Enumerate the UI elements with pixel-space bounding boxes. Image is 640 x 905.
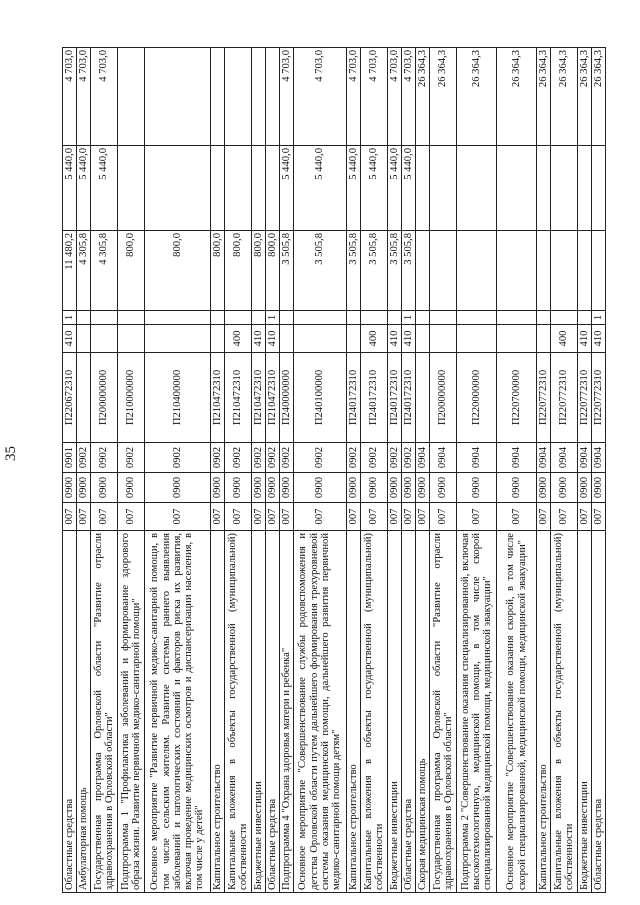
target-article-code: П240172310 (347, 353, 361, 443)
amount-year-3: 26 364,3 (497, 48, 537, 146)
amount-year-1: 800,0 (252, 231, 266, 311)
tab-mark (416, 311, 430, 325)
table-row (91, 48, 118, 893)
amount-year-1: 800,0 (145, 231, 211, 311)
amount-year-1 (551, 231, 578, 311)
target-article-code: П240172310 (361, 353, 388, 443)
amount-year-3: 4 703,0 (402, 48, 416, 146)
target-article-code: П210472310 (225, 353, 252, 443)
section-code: 0900 (457, 473, 497, 503)
amount-year-3 (252, 48, 266, 146)
amount-year-3: 26 364,3 (537, 48, 551, 146)
row-name: Капитальные вложения в объекты государственной (муниципальной) собственности (225, 531, 252, 893)
table-row (347, 48, 361, 893)
tab-mark (77, 311, 91, 325)
target-article-code: П240100000 (294, 353, 347, 443)
target-article-code: П220772310 (537, 353, 551, 443)
ministry-code: 007 (91, 503, 118, 531)
section-code: 0900 (347, 473, 361, 503)
table-row (77, 48, 91, 893)
ministry-code: 007 (145, 503, 211, 531)
subsection-code: 0902 (225, 443, 252, 473)
amount-year-3 (211, 48, 225, 146)
amount-year-2: 5 440,0 (280, 146, 294, 231)
amount-year-2 (430, 146, 457, 231)
amount-year-2 (416, 146, 430, 231)
amount-year-2 (592, 146, 606, 231)
ministry-code: 007 (118, 503, 145, 531)
section-code: 0900 (592, 473, 606, 503)
row-name: Государственная программа Орловской области "Развитие отрасли здравоохранения в Орловской области" (91, 531, 118, 893)
table-row (252, 48, 266, 893)
ministry-code: 007 (211, 503, 225, 531)
expense-type-code (537, 325, 551, 353)
amount-year-2: 5 440,0 (91, 146, 118, 231)
ministry-code: 007 (252, 503, 266, 531)
subsection-code: 0902 (252, 443, 266, 473)
row-name: Подпрограмма 4 "Охрана здоровья матери и ребенка" (280, 531, 294, 893)
table-row (430, 48, 457, 893)
expense-type-code: 410 (63, 325, 77, 353)
amount-year-2 (457, 146, 497, 231)
tab-mark: 1 (592, 311, 606, 325)
budget-table (62, 47, 606, 893)
tab-mark (91, 311, 118, 325)
tab-mark (457, 311, 497, 325)
subsection-code: 0904 (457, 443, 497, 473)
tab-mark (252, 311, 266, 325)
row-name: Капитальные вложения в объекты государственной (муниципальной) собственности (361, 531, 388, 893)
tab-mark (280, 311, 294, 325)
row-name: Амбулаторная помощь (77, 531, 91, 893)
ministry-code: 007 (578, 503, 592, 531)
amount-year-2 (537, 146, 551, 231)
amount-year-3: 4 703,0 (361, 48, 388, 146)
section-code: 0900 (402, 473, 416, 503)
target-article-code: П220772310 (551, 353, 578, 443)
expense-type-code (497, 325, 537, 353)
amount-year-3: 4 703,0 (91, 48, 118, 146)
expense-type-code: 410 (266, 325, 280, 353)
amount-year-2 (578, 146, 592, 231)
amount-year-3: 4 703,0 (280, 48, 294, 146)
section-code: 0900 (145, 473, 211, 503)
amount-year-3: 26 364,3 (457, 48, 497, 146)
target-article-code (77, 353, 91, 443)
table-row (578, 48, 592, 893)
amount-year-1 (457, 231, 497, 311)
table-row (457, 48, 497, 893)
amount-year-1: 3 505,8 (402, 231, 416, 311)
ministry-code: 007 (430, 503, 457, 531)
amount-year-1: 3 505,8 (361, 231, 388, 311)
amount-year-3: 4 703,0 (388, 48, 402, 146)
row-name: Основное мероприятие "Совершенствование оказания скорой, в том числе скорой специализированной, медицинской помощи, медицинской эвакуации" (497, 531, 537, 893)
subsection-code: 0902 (388, 443, 402, 473)
budget-table-frame (62, 48, 604, 893)
expense-type-code: 410 (578, 325, 592, 353)
section-code: 0900 (551, 473, 578, 503)
expense-type-code: 410 (592, 325, 606, 353)
expense-type-code: 400 (225, 325, 252, 353)
expense-type-code: 410 (252, 325, 266, 353)
subsection-code: 0902 (361, 443, 388, 473)
amount-year-3: 26 364,3 (416, 48, 430, 146)
expense-type-code: 400 (551, 325, 578, 353)
table-row (63, 48, 77, 893)
target-article-code: П220672310 (63, 353, 77, 443)
subsection-code: 0902 (402, 443, 416, 473)
expense-type-code (77, 325, 91, 353)
target-article-code: П210000000 (118, 353, 145, 443)
row-name: Государственная программа Орловской области "Развитие отрасли здравоохранения в Орловской области" (430, 531, 457, 893)
expense-type-code: 400 (361, 325, 388, 353)
amount-year-1: 3 505,8 (347, 231, 361, 311)
table-row (266, 48, 280, 893)
amount-year-2 (551, 146, 578, 231)
amount-year-3 (118, 48, 145, 146)
ministry-code: 007 (497, 503, 537, 531)
row-name: Подпрограмма 1 "Профилактика заболеваний и формирование здорового образа жизни. Развитие первичной медико-санитарной помощи" (118, 531, 145, 893)
tab-mark: 1 (63, 311, 77, 325)
expense-type-code (211, 325, 225, 353)
target-article-code: П220000000 (457, 353, 497, 443)
target-article-code: П210472310 (252, 353, 266, 443)
amount-year-2 (118, 146, 145, 231)
subsection-code: 0904 (578, 443, 592, 473)
tab-mark (118, 311, 145, 325)
amount-year-2: 5 440,0 (402, 146, 416, 231)
amount-year-3: 26 364,3 (551, 48, 578, 146)
amount-year-1 (430, 231, 457, 311)
subsection-code: 0902 (77, 443, 91, 473)
amount-year-1 (592, 231, 606, 311)
table-row (211, 48, 225, 893)
amount-year-2 (225, 146, 252, 231)
expense-type-code: 410 (388, 325, 402, 353)
amount-year-3 (225, 48, 252, 146)
section-code: 0900 (63, 473, 77, 503)
subsection-code: 0902 (211, 443, 225, 473)
table-row (280, 48, 294, 893)
amount-year-1: 800,0 (266, 231, 280, 311)
page-number (0, 408, 22, 498)
table-row (294, 48, 347, 893)
expense-type-code: 410 (402, 325, 416, 353)
amount-year-2: 5 440,0 (294, 146, 347, 231)
section-code: 0900 (497, 473, 537, 503)
amount-year-1: 4 305,8 (77, 231, 91, 311)
tab-mark (294, 311, 347, 325)
tab-mark (225, 311, 252, 325)
section-code: 0900 (77, 473, 91, 503)
amount-year-1 (497, 231, 537, 311)
tab-mark (537, 311, 551, 325)
expense-type-code (294, 325, 347, 353)
tab-mark (361, 311, 388, 325)
amount-year-3: 4 703,0 (77, 48, 91, 146)
amount-year-3: 26 364,3 (578, 48, 592, 146)
section-code: 0900 (430, 473, 457, 503)
tab-mark (578, 311, 592, 325)
target-article-code: П200000000 (91, 353, 118, 443)
subsection-code: 0901 (63, 443, 77, 473)
section-code: 0900 (280, 473, 294, 503)
amount-year-1: 3 505,8 (280, 231, 294, 311)
target-article-code (416, 353, 430, 443)
amount-year-1: 3 505,8 (388, 231, 402, 311)
subsection-code: 0902 (118, 443, 145, 473)
tab-mark: 1 (266, 311, 280, 325)
target-article-code: П210400000 (145, 353, 211, 443)
tab-mark (497, 311, 537, 325)
ministry-code: 007 (551, 503, 578, 531)
tab-mark (347, 311, 361, 325)
ministry-code: 007 (537, 503, 551, 531)
table-row (402, 48, 416, 893)
section-code: 0900 (578, 473, 592, 503)
expense-type-code (280, 325, 294, 353)
subsection-code: 0904 (592, 443, 606, 473)
subsection-code: 0902 (145, 443, 211, 473)
amount-year-3: 4 703,0 (294, 48, 347, 146)
ministry-code: 007 (280, 503, 294, 531)
amount-year-2: 5 440,0 (347, 146, 361, 231)
subsection-code: 0904 (430, 443, 457, 473)
table-row (537, 48, 551, 893)
ministry-code: 007 (347, 503, 361, 531)
amount-year-1: 3 505,8 (294, 231, 347, 311)
ministry-code: 007 (361, 503, 388, 531)
section-code: 0900 (118, 473, 145, 503)
row-name: Областные средства (402, 531, 416, 893)
ministry-code: 007 (77, 503, 91, 531)
amount-year-3 (145, 48, 211, 146)
amount-year-1 (578, 231, 592, 311)
expense-type-code (457, 325, 497, 353)
row-name: Областные средства (592, 531, 606, 893)
amount-year-2: 5 440,0 (388, 146, 402, 231)
amount-year-2: 5 440,0 (77, 146, 91, 231)
table-row (145, 48, 211, 893)
subsection-code: 0902 (280, 443, 294, 473)
amount-year-2 (497, 146, 537, 231)
row-name: Областные средства (266, 531, 280, 893)
subsection-code: 0902 (294, 443, 347, 473)
target-article-code: П210472310 (211, 353, 225, 443)
amount-year-3: 4 703,0 (63, 48, 77, 146)
table-row (225, 48, 252, 893)
row-name: Основное мероприятие "Совершенствование службы родовспоможения и детства Орловской области путем дальнейшего формирования трехуровневой системы оказания медицинской помощи, дальнейшего развития первичной медико-санитарной помощи детям" (294, 531, 347, 893)
ministry-code: 007 (457, 503, 497, 531)
amount-year-1 (416, 231, 430, 311)
amount-year-2 (252, 146, 266, 231)
amount-year-3: 26 364,3 (430, 48, 457, 146)
section-code: 0900 (416, 473, 430, 503)
amount-year-1: 800,0 (118, 231, 145, 311)
section-code: 0900 (266, 473, 280, 503)
subsection-code: 0904 (537, 443, 551, 473)
subsection-code: 0902 (266, 443, 280, 473)
row-name: Бюджетные инвестиции (578, 531, 592, 893)
ministry-code: 007 (416, 503, 430, 531)
table-row (497, 48, 537, 893)
tab-mark (145, 311, 211, 325)
row-name: Капитальное строительство (211, 531, 225, 893)
amount-year-1: 11 480,2 (63, 231, 77, 311)
expense-type-code (145, 325, 211, 353)
amount-year-2: 5 440,0 (63, 146, 77, 231)
row-name: Основное мероприятие "Развитие первичной медико-санитарной помощи, в том числе сельским жителям. Развитие системы раннего выявления заболеваний и патологических состояний и факторов риска их развития, включая проведение медицинских осмотров и диспансеризации населения, в том числе у детей" (145, 531, 211, 893)
amount-year-3: 26 364,3 (592, 48, 606, 146)
row-name: Бюджетные инвестиции (252, 531, 266, 893)
row-name: Капитальные вложения в объекты государственной (муниципальной) собственности (551, 531, 578, 893)
row-name: Подпрограмма 2 "Совершенствование оказания специализированной, включая высокотехнологичную, медицинской помощи, в том числе скорой специализированной медицинской помощи, медицинской эвакуации" (457, 531, 497, 893)
row-name: Областные средства (63, 531, 77, 893)
expense-type-code (118, 325, 145, 353)
amount-year-1: 800,0 (225, 231, 252, 311)
table-row (388, 48, 402, 893)
table-row (118, 48, 145, 893)
table-row (551, 48, 578, 893)
target-article-code: П200000000 (430, 353, 457, 443)
page-number-text: 35 (2, 445, 19, 461)
target-article-code: П240000000 (280, 353, 294, 443)
section-code: 0900 (388, 473, 402, 503)
section-code: 0900 (361, 473, 388, 503)
target-article-code: П210472310 (266, 353, 280, 443)
budget-table-rotator (62, 48, 604, 893)
tab-mark: 1 (402, 311, 416, 325)
amount-year-1: 800,0 (211, 231, 225, 311)
ministry-code: 007 (402, 503, 416, 531)
ministry-code: 007 (225, 503, 252, 531)
target-article-code: П240172310 (388, 353, 402, 443)
amount-year-2 (145, 146, 211, 231)
ministry-code: 007 (294, 503, 347, 531)
amount-year-1: 4 305,8 (91, 231, 118, 311)
tab-mark (551, 311, 578, 325)
subsection-code: 0904 (551, 443, 578, 473)
row-name: Скорая медицинская помощь (416, 531, 430, 893)
section-code: 0900 (225, 473, 252, 503)
expense-type-code (416, 325, 430, 353)
amount-year-2 (211, 146, 225, 231)
expense-type-code (347, 325, 361, 353)
target-article-code: П240172310 (402, 353, 416, 443)
row-name: Капитальное строительство (537, 531, 551, 893)
subsection-code: 0904 (497, 443, 537, 473)
row-name: Капитальное строительство (347, 531, 361, 893)
ministry-code: 007 (266, 503, 280, 531)
table-row (592, 48, 606, 893)
table-row (361, 48, 388, 893)
tab-mark (430, 311, 457, 325)
ministry-code: 007 (63, 503, 77, 531)
amount-year-3 (266, 48, 280, 146)
subsection-code: 0902 (91, 443, 118, 473)
target-article-code: П220772310 (578, 353, 592, 443)
section-code: 0900 (252, 473, 266, 503)
amount-year-3: 4 703,0 (347, 48, 361, 146)
section-code: 0900 (537, 473, 551, 503)
expense-type-code (91, 325, 118, 353)
amount-year-1 (537, 231, 551, 311)
section-code: 0900 (91, 473, 118, 503)
subsection-code: 0904 (416, 443, 430, 473)
row-name: Бюджетные инвестиции (388, 531, 402, 893)
ministry-code: 007 (592, 503, 606, 531)
budget-table-body (63, 48, 606, 893)
section-code: 0900 (211, 473, 225, 503)
tab-mark (388, 311, 402, 325)
target-article-code: П220772310 (592, 353, 606, 443)
amount-year-2 (266, 146, 280, 231)
subsection-code: 0902 (347, 443, 361, 473)
section-code: 0900 (294, 473, 347, 503)
tab-mark (211, 311, 225, 325)
table-row (416, 48, 430, 893)
expense-type-code (430, 325, 457, 353)
ministry-code: 007 (388, 503, 402, 531)
amount-year-2: 5 440,0 (361, 146, 388, 231)
target-article-code: П220700000 (497, 353, 537, 443)
